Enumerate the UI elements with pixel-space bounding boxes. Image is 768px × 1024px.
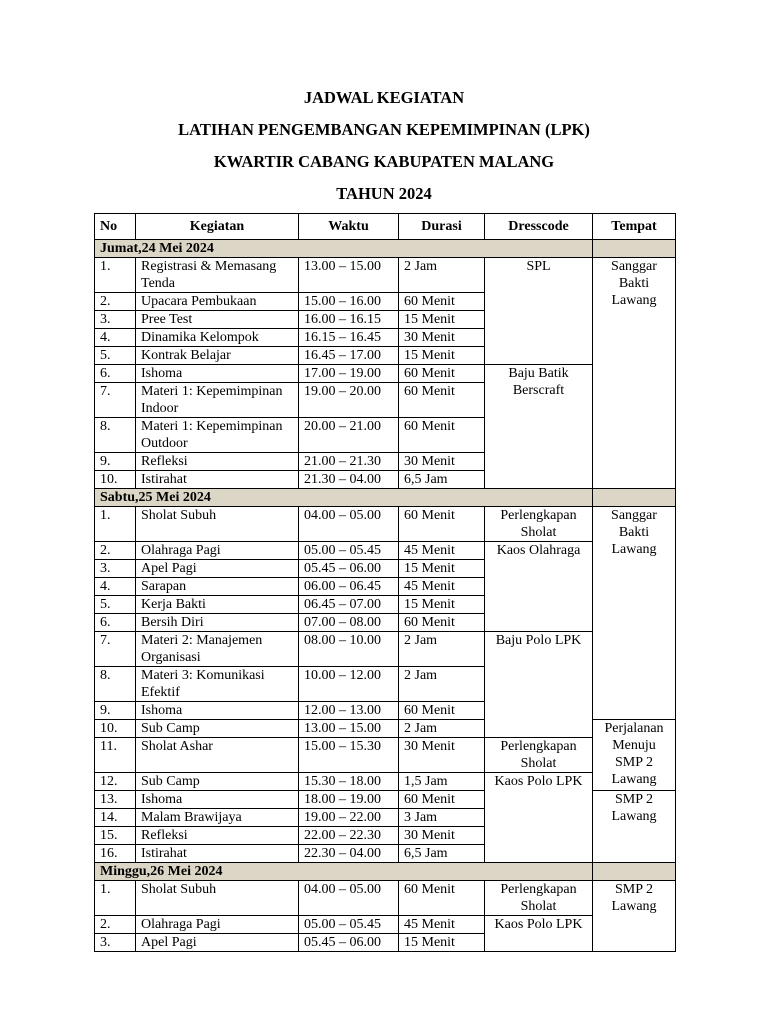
header-dresscode: Dresscode — [485, 214, 593, 240]
cell-durasi: 60 Menit — [399, 365, 485, 383]
cell-durasi: 60 Menit — [399, 293, 485, 311]
table-row — [95, 881, 676, 916]
cell-durasi: 6,5 Jam — [399, 471, 485, 489]
cell-kegiatan: Sholat Ashar — [136, 738, 299, 773]
table-header-row — [95, 214, 676, 240]
cell-kegiatan: Istirahat — [136, 471, 299, 489]
cell-durasi: 2 Jam — [399, 258, 485, 293]
cell-waktu: 15.00 – 16.00 — [299, 293, 399, 311]
cell-tempat: Sanggar Bakti Lawang — [593, 507, 676, 720]
header-durasi: Durasi — [399, 214, 485, 240]
day-header-row — [95, 863, 676, 881]
table-row — [95, 507, 676, 542]
cell-kegiatan: Sholat Subuh — [136, 507, 299, 542]
cell-kegiatan: Sarapan — [136, 578, 299, 596]
cell-durasi: 45 Menit — [399, 542, 485, 560]
cell-durasi: 60 Menit — [399, 383, 485, 418]
cell-durasi: 2 Jam — [399, 632, 485, 667]
cell-kegiatan: Materi 1: Kepemimpinan Outdoor — [136, 418, 299, 453]
cell-waktu: 21.00 – 21.30 — [299, 453, 399, 471]
cell-dresscode: Kaos Olahraga — [485, 542, 593, 632]
cell-waktu: 13.00 – 15.00 — [299, 258, 399, 293]
cell-no: 1. — [95, 881, 136, 916]
cell-durasi: 60 Menit — [399, 507, 485, 542]
cell-dresscode: Perlengkapan Sholat — [485, 738, 593, 773]
cell-durasi: 30 Menit — [399, 738, 485, 773]
cell-kegiatan: Malam Brawijaya — [136, 809, 299, 827]
cell-dresscode: Kaos Polo LPK — [485, 916, 593, 952]
cell-dresscode: Baju Batik Berscraft — [485, 365, 593, 489]
cell-no: 14. — [95, 809, 136, 827]
cell-no: 8. — [95, 667, 136, 702]
cell-durasi: 30 Menit — [399, 827, 485, 845]
cell-no: 5. — [95, 347, 136, 365]
day-label-tempat-cell — [593, 489, 676, 507]
cell-waktu: 05.45 – 06.00 — [299, 934, 399, 952]
header-waktu: Waktu — [299, 214, 399, 240]
cell-durasi: 15 Menit — [399, 596, 485, 614]
day-label-tempat-cell — [593, 863, 676, 881]
cell-kegiatan: Kontrak Belajar — [136, 347, 299, 365]
cell-kegiatan: Ishoma — [136, 791, 299, 809]
cell-waktu: 06.00 – 06.45 — [299, 578, 399, 596]
cell-waktu: 12.00 – 13.00 — [299, 702, 399, 720]
cell-waktu: 10.00 – 12.00 — [299, 667, 399, 702]
cell-waktu: 20.00 – 21.00 — [299, 418, 399, 453]
cell-no: 1. — [95, 507, 136, 542]
day-header-row — [95, 489, 676, 507]
cell-durasi: 60 Menit — [399, 702, 485, 720]
cell-no: 13. — [95, 791, 136, 809]
cell-durasi: 15 Menit — [399, 311, 485, 329]
cell-waktu: 04.00 – 05.00 — [299, 881, 399, 916]
header-tempat: Tempat — [593, 214, 676, 240]
cell-waktu: 22.00 – 22.30 — [299, 827, 399, 845]
cell-waktu: 19.00 – 22.00 — [299, 809, 399, 827]
cell-dresscode: Perlengkapan Sholat — [485, 881, 593, 916]
cell-no: 11. — [95, 738, 136, 773]
cell-kegiatan: Refleksi — [136, 827, 299, 845]
cell-kegiatan: Refleksi — [136, 453, 299, 471]
cell-kegiatan: Upacara Pembukaan — [136, 293, 299, 311]
cell-kegiatan: Sholat Subuh — [136, 881, 299, 916]
table-row — [95, 542, 676, 560]
cell-kegiatan: Apel Pagi — [136, 560, 299, 578]
cell-dresscode: Baju Polo LPK — [485, 632, 593, 738]
day-label: Jumat,24 Mei 2024 — [95, 240, 593, 258]
cell-kegiatan: Ishoma — [136, 365, 299, 383]
cell-kegiatan: Sub Camp — [136, 773, 299, 791]
cell-kegiatan: Olahraga Pagi — [136, 542, 299, 560]
cell-kegiatan: Bersih Diri — [136, 614, 299, 632]
cell-waktu: 16.15 – 16.45 — [299, 329, 399, 347]
cell-tempat: SMP 2 Lawang — [593, 791, 676, 863]
cell-kegiatan: Pree Test — [136, 311, 299, 329]
cell-no: 1. — [95, 258, 136, 293]
cell-no: 10. — [95, 720, 136, 738]
schedule-table — [94, 213, 676, 952]
table-row — [95, 773, 676, 791]
header-no: No — [95, 214, 136, 240]
cell-no: 2. — [95, 916, 136, 934]
cell-durasi: 2 Jam — [399, 667, 485, 702]
cell-no: 9. — [95, 702, 136, 720]
cell-dresscode: Kaos Polo LPK — [485, 773, 593, 863]
cell-no: 7. — [95, 383, 136, 418]
table-row — [95, 632, 676, 667]
cell-durasi: 30 Menit — [399, 453, 485, 471]
cell-no: 10. — [95, 471, 136, 489]
cell-no: 6. — [95, 614, 136, 632]
header-kegiatan: Kegiatan — [136, 214, 299, 240]
table-row — [95, 916, 676, 934]
cell-durasi: 60 Menit — [399, 614, 485, 632]
cell-durasi: 2 Jam — [399, 720, 485, 738]
cell-kegiatan: Registrasi & Memasang Tenda — [136, 258, 299, 293]
cell-no: 2. — [95, 542, 136, 560]
cell-waktu: 22.30 – 04.00 — [299, 845, 399, 863]
doc-year: TAHUN 2024 — [336, 184, 432, 203]
cell-waktu: 08.00 – 10.00 — [299, 632, 399, 667]
cell-durasi: 15 Menit — [399, 560, 485, 578]
cell-tempat: Sanggar Bakti Lawang — [593, 258, 676, 489]
cell-waktu: 07.00 – 08.00 — [299, 614, 399, 632]
cell-durasi: 30 Menit — [399, 329, 485, 347]
day-label-tempat-cell — [593, 240, 676, 258]
cell-no: 6. — [95, 365, 136, 383]
cell-durasi: 15 Menit — [399, 347, 485, 365]
cell-waktu: 19.00 – 20.00 — [299, 383, 399, 418]
cell-no: 15. — [95, 827, 136, 845]
cell-durasi: 15 Menit — [399, 934, 485, 952]
day-label: Sabtu,25 Mei 2024 — [95, 489, 593, 507]
cell-durasi: 45 Menit — [399, 578, 485, 596]
cell-durasi: 6,5 Jam — [399, 845, 485, 863]
cell-no: 8. — [95, 418, 136, 453]
cell-waktu: 16.00 – 16.15 — [299, 311, 399, 329]
cell-durasi: 60 Menit — [399, 418, 485, 453]
cell-no: 2. — [95, 293, 136, 311]
cell-kegiatan: Materi 1: Kepemimpinan Indoor — [136, 383, 299, 418]
cell-durasi: 45 Menit — [399, 916, 485, 934]
cell-no: 16. — [95, 845, 136, 863]
cell-waktu: 21.30 – 04.00 — [299, 471, 399, 489]
cell-waktu: 18.00 – 19.00 — [299, 791, 399, 809]
cell-kegiatan: Sub Camp — [136, 720, 299, 738]
cell-tempat: SMP 2 Lawang — [593, 881, 676, 952]
cell-waktu: 13.00 – 15.00 — [299, 720, 399, 738]
doc-subtitle: LATIHAN PENGEMBANGAN KEPEMIMPINAN (LPK) — [178, 120, 590, 139]
cell-kegiatan: Apel Pagi — [136, 934, 299, 952]
cell-no: 4. — [95, 329, 136, 347]
cell-dresscode: SPL — [485, 258, 593, 365]
table-row — [95, 738, 676, 773]
cell-kegiatan: Dinamika Kelompok — [136, 329, 299, 347]
cell-waktu: 15.30 – 18.00 — [299, 773, 399, 791]
cell-no: 9. — [95, 453, 136, 471]
table-row — [95, 258, 676, 293]
cell-no: 5. — [95, 596, 136, 614]
cell-waktu: 05.00 – 05.45 — [299, 542, 399, 560]
cell-durasi: 3 Jam — [399, 809, 485, 827]
cell-kegiatan: Ishoma — [136, 702, 299, 720]
cell-kegiatan: Istirahat — [136, 845, 299, 863]
doc-organization: KWARTIR CABANG KABUPATEN MALANG — [213, 152, 555, 171]
cell-kegiatan: Kerja Bakti — [136, 596, 299, 614]
cell-durasi: 60 Menit — [399, 881, 485, 916]
cell-no: 12. — [95, 773, 136, 791]
cell-kegiatan: Olahraga Pagi — [136, 916, 299, 934]
cell-waktu: 17.00 – 19.00 — [299, 365, 399, 383]
day-label: Minggu,26 Mei 2024 — [95, 863, 593, 881]
table-row — [95, 365, 676, 383]
cell-tempat: Perjalanan Menuju SMP 2 Lawang — [593, 720, 676, 791]
cell-waktu: 05.00 – 05.45 — [299, 916, 399, 934]
cell-kegiatan: Materi 2: Manajemen Organisasi — [136, 632, 299, 667]
cell-durasi: 1,5 Jam — [399, 773, 485, 791]
cell-no: 4. — [95, 578, 136, 596]
cell-waktu: 05.45 – 06.00 — [299, 560, 399, 578]
doc-title: JADWAL KEGIATAN — [303, 88, 465, 107]
cell-no: 7. — [95, 632, 136, 667]
cell-durasi: 60 Menit — [399, 791, 485, 809]
cell-dresscode: Perlengkapan Sholat — [485, 507, 593, 542]
cell-kegiatan: Materi 3: Komunikasi Efektif — [136, 667, 299, 702]
cell-waktu: 06.45 – 07.00 — [299, 596, 399, 614]
cell-waktu: 04.00 – 05.00 — [299, 507, 399, 542]
cell-no: 3. — [95, 934, 136, 952]
cell-waktu: 16.45 – 17.00 — [299, 347, 399, 365]
cell-no: 3. — [95, 311, 136, 329]
cell-waktu: 15.00 – 15.30 — [299, 738, 399, 773]
cell-no: 3. — [95, 560, 136, 578]
day-header-row — [95, 240, 676, 258]
